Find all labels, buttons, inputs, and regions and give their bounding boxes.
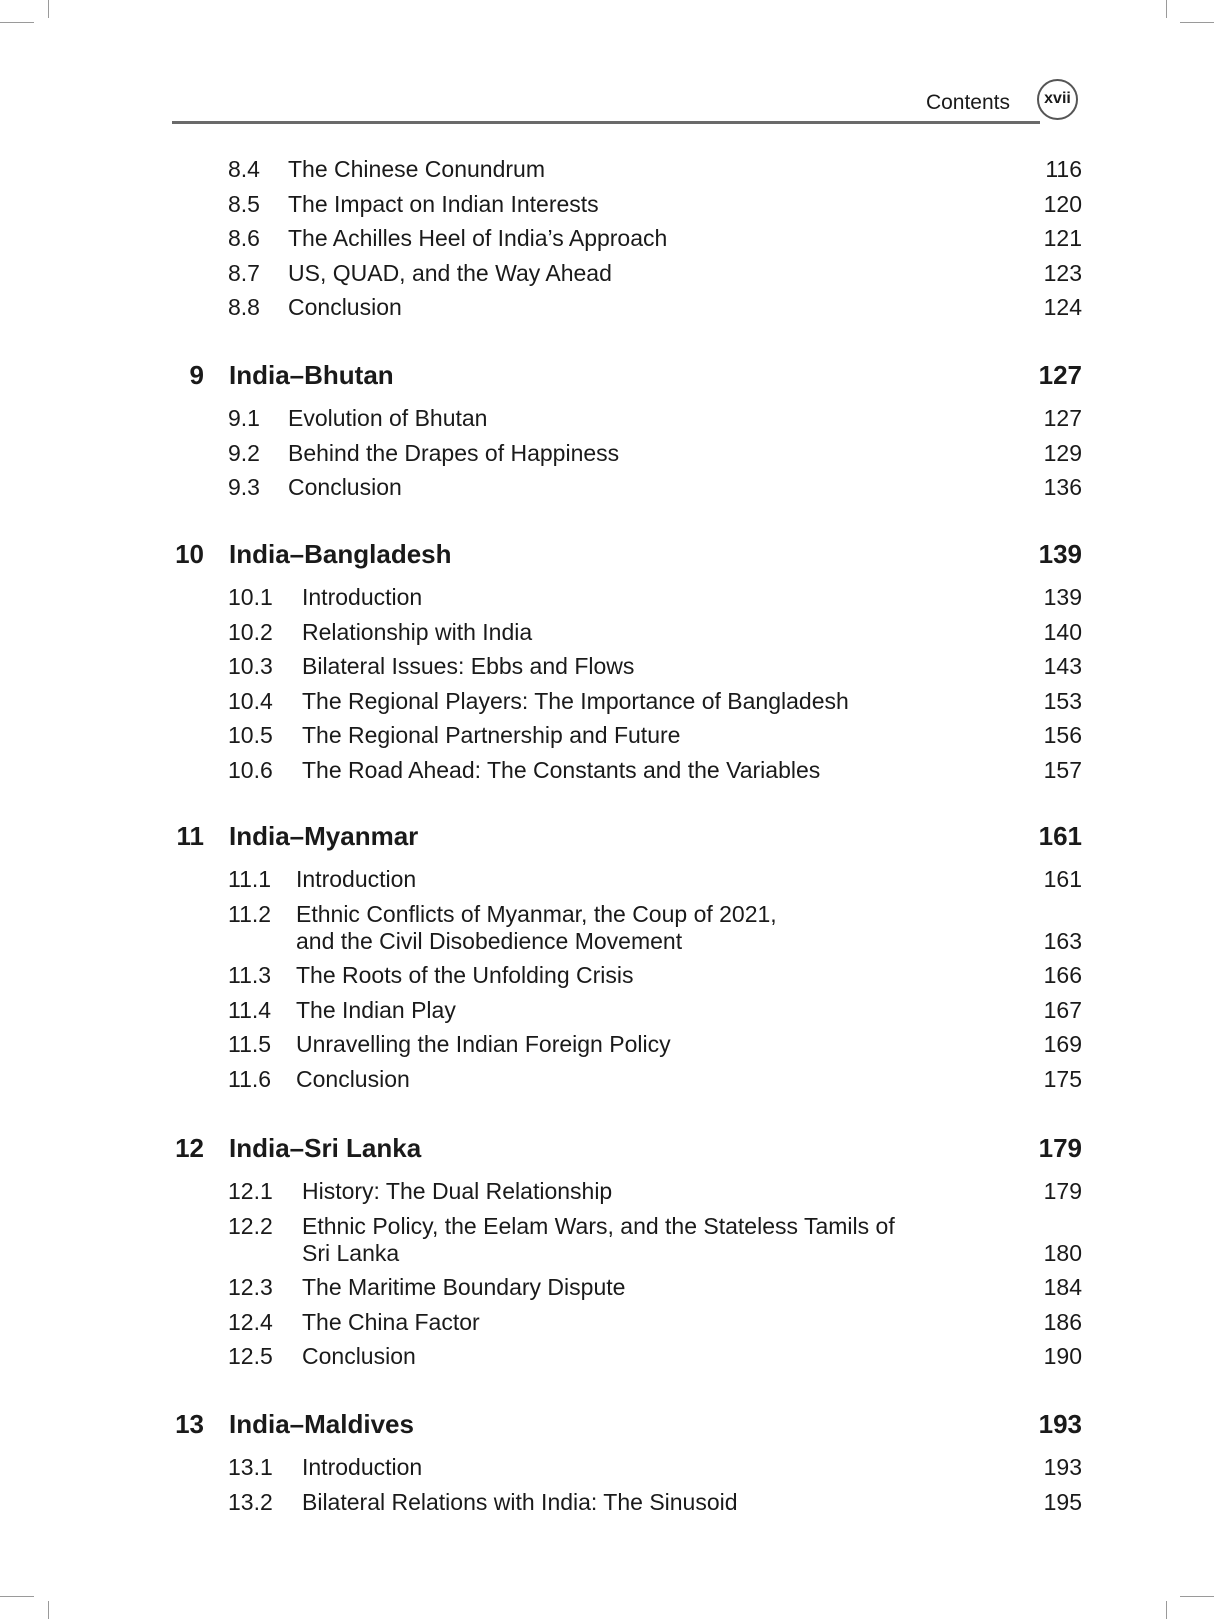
chapter-number: 10 <box>175 539 204 569</box>
section-number: 9.2 <box>228 439 260 466</box>
section-number: 8.5 <box>228 190 260 217</box>
section-title: Bilateral Relations with India: The Sinusoid <box>302 1488 738 1515</box>
section-title: Conclusion <box>288 474 402 500</box>
section-number: 11.5 <box>228 1031 272 1057</box>
section-number: 10.1 <box>228 584 273 610</box>
section-title: The Road Ahead: The Constants and the Variables <box>302 756 821 783</box>
section-number: 13.2 <box>228 1488 273 1515</box>
section-number: 10.4 <box>228 687 273 714</box>
section-page-number: 143 <box>1043 653 1082 679</box>
section-number: 11.1 <box>228 866 272 892</box>
section-page-number: 127 <box>1043 405 1082 431</box>
section-title: Behind the Drapes of Happiness <box>288 439 620 466</box>
section-number: 8.4 <box>228 156 260 182</box>
section-number: 10.3 <box>228 653 273 679</box>
section-title: The Achilles Heel of India’s Approach <box>288 225 668 251</box>
section-number: 13.1 <box>228 1454 273 1480</box>
section-page-number: 156 <box>1043 722 1082 748</box>
section-page-number: 139 <box>1043 584 1082 610</box>
section-title: Ethnic Policy, the Eelam Wars, and the Stateless Tamils of <box>302 1212 895 1239</box>
section-number: 8.7 <box>228 259 260 286</box>
section-title: Conclusion <box>296 1065 410 1092</box>
section-page-number: 140 <box>1043 618 1082 645</box>
section-number: 8.8 <box>228 294 260 320</box>
chapter-number: 12 <box>175 1133 204 1163</box>
chapter-number: 11 <box>176 821 204 851</box>
section-title: Ethnic Conflicts of Myanmar, the Coup of 2021, <box>296 900 777 927</box>
section-page-number: 153 <box>1043 687 1082 714</box>
section-title: Relationship with India <box>302 618 533 645</box>
section-title: The Regional Players: The Importance of Bangladesh <box>302 687 849 714</box>
section-number: 12.2 <box>228 1212 273 1239</box>
section-title: The Impact on Indian Interests <box>288 190 599 217</box>
chapter-title: India–Bhutan <box>229 360 394 390</box>
section-title: Conclusion <box>288 294 402 320</box>
chapter-page-number: 139 <box>1038 539 1082 569</box>
section-page-number: 169 <box>1043 1031 1082 1057</box>
section-page-number: 186 <box>1043 1308 1082 1335</box>
section-number: 11.3 <box>228 962 272 988</box>
section-number: 8.6 <box>228 225 260 251</box>
section-page-number: 136 <box>1043 474 1082 500</box>
section-page-number: 167 <box>1043 996 1082 1023</box>
section-number: 10.6 <box>228 756 273 783</box>
section-page-number: 157 <box>1043 756 1082 783</box>
section-page-number: 184 <box>1043 1274 1082 1300</box>
page-number-badge: xvii <box>1037 79 1078 120</box>
section-page-number: 166 <box>1043 962 1082 988</box>
section-page-number: 116 <box>1045 156 1082 182</box>
section-title: Evolution of Bhutan <box>288 405 488 431</box>
chapter-page-number: 193 <box>1038 1409 1082 1439</box>
section-title-continuation: and the Civil Disobedience Movement <box>296 927 683 954</box>
section-title: Introduction <box>302 1454 423 1480</box>
section-page-number: 193 <box>1043 1454 1082 1480</box>
section-title-continuation: Sri Lanka <box>302 1239 400 1266</box>
section-page-number: 120 <box>1043 190 1082 217</box>
chapter-page-number: 127 <box>1038 360 1082 390</box>
section-title: The China Factor <box>302 1308 480 1335</box>
section-page-number: 123 <box>1043 259 1082 286</box>
section-title: The Chinese Conundrum <box>288 156 545 182</box>
chapter-title: India–Maldives <box>229 1409 414 1439</box>
section-page-number: 163 <box>1043 927 1082 954</box>
section-number: 11.4 <box>228 996 272 1023</box>
section-number: 12.5 <box>228 1343 273 1369</box>
chapter-number: 9 <box>189 360 204 390</box>
section-page-number: 179 <box>1043 1178 1082 1204</box>
section-page-number: 161 <box>1043 866 1082 892</box>
section-page-number: 129 <box>1043 439 1082 466</box>
section-title: The Roots of the Unfolding Crisis <box>296 962 634 988</box>
chapter-page-number: 179 <box>1038 1133 1082 1163</box>
section-title: The Indian Play <box>296 996 456 1023</box>
section-number: 11.2 <box>228 900 272 927</box>
section-number: 10.2 <box>228 618 273 645</box>
section-number: 12.3 <box>228 1274 273 1300</box>
section-title: History: The Dual Relationship <box>302 1178 613 1204</box>
section-title: Introduction <box>296 866 417 892</box>
chapter-number: 13 <box>175 1409 204 1439</box>
section-number: 9.1 <box>228 405 260 431</box>
section-page-number: 124 <box>1043 294 1082 320</box>
section-page-number: 180 <box>1043 1239 1082 1266</box>
section-title: The Regional Partnership and Future <box>302 722 681 748</box>
section-number: 11.6 <box>228 1065 272 1092</box>
section-number: 12.1 <box>228 1178 273 1204</box>
section-title: Unravelling the Indian Foreign Policy <box>296 1031 671 1057</box>
chapter-title: India–Sri Lanka <box>229 1133 422 1163</box>
chapter-title: India–Bangladesh <box>229 539 452 569</box>
running-header-title: Contents <box>925 91 1010 114</box>
section-number: 10.5 <box>228 722 273 748</box>
section-title: US, QUAD, and the Way Ahead <box>288 259 612 286</box>
section-number: 12.4 <box>228 1308 273 1335</box>
section-page-number: 121 <box>1043 225 1082 251</box>
section-page-number: 195 <box>1043 1488 1082 1515</box>
chapter-title: India–Myanmar <box>229 821 419 851</box>
section-title: The Maritime Boundary Dispute <box>302 1274 626 1300</box>
section-number: 9.3 <box>228 474 260 500</box>
section-title: Conclusion <box>302 1343 416 1369</box>
section-title: Introduction <box>302 584 423 610</box>
chapter-page-number: 161 <box>1038 821 1082 851</box>
section-title: Bilateral Issues: Ebbs and Flows <box>302 653 635 679</box>
section-page-number: 190 <box>1043 1343 1082 1369</box>
section-page-number: 175 <box>1043 1065 1082 1092</box>
